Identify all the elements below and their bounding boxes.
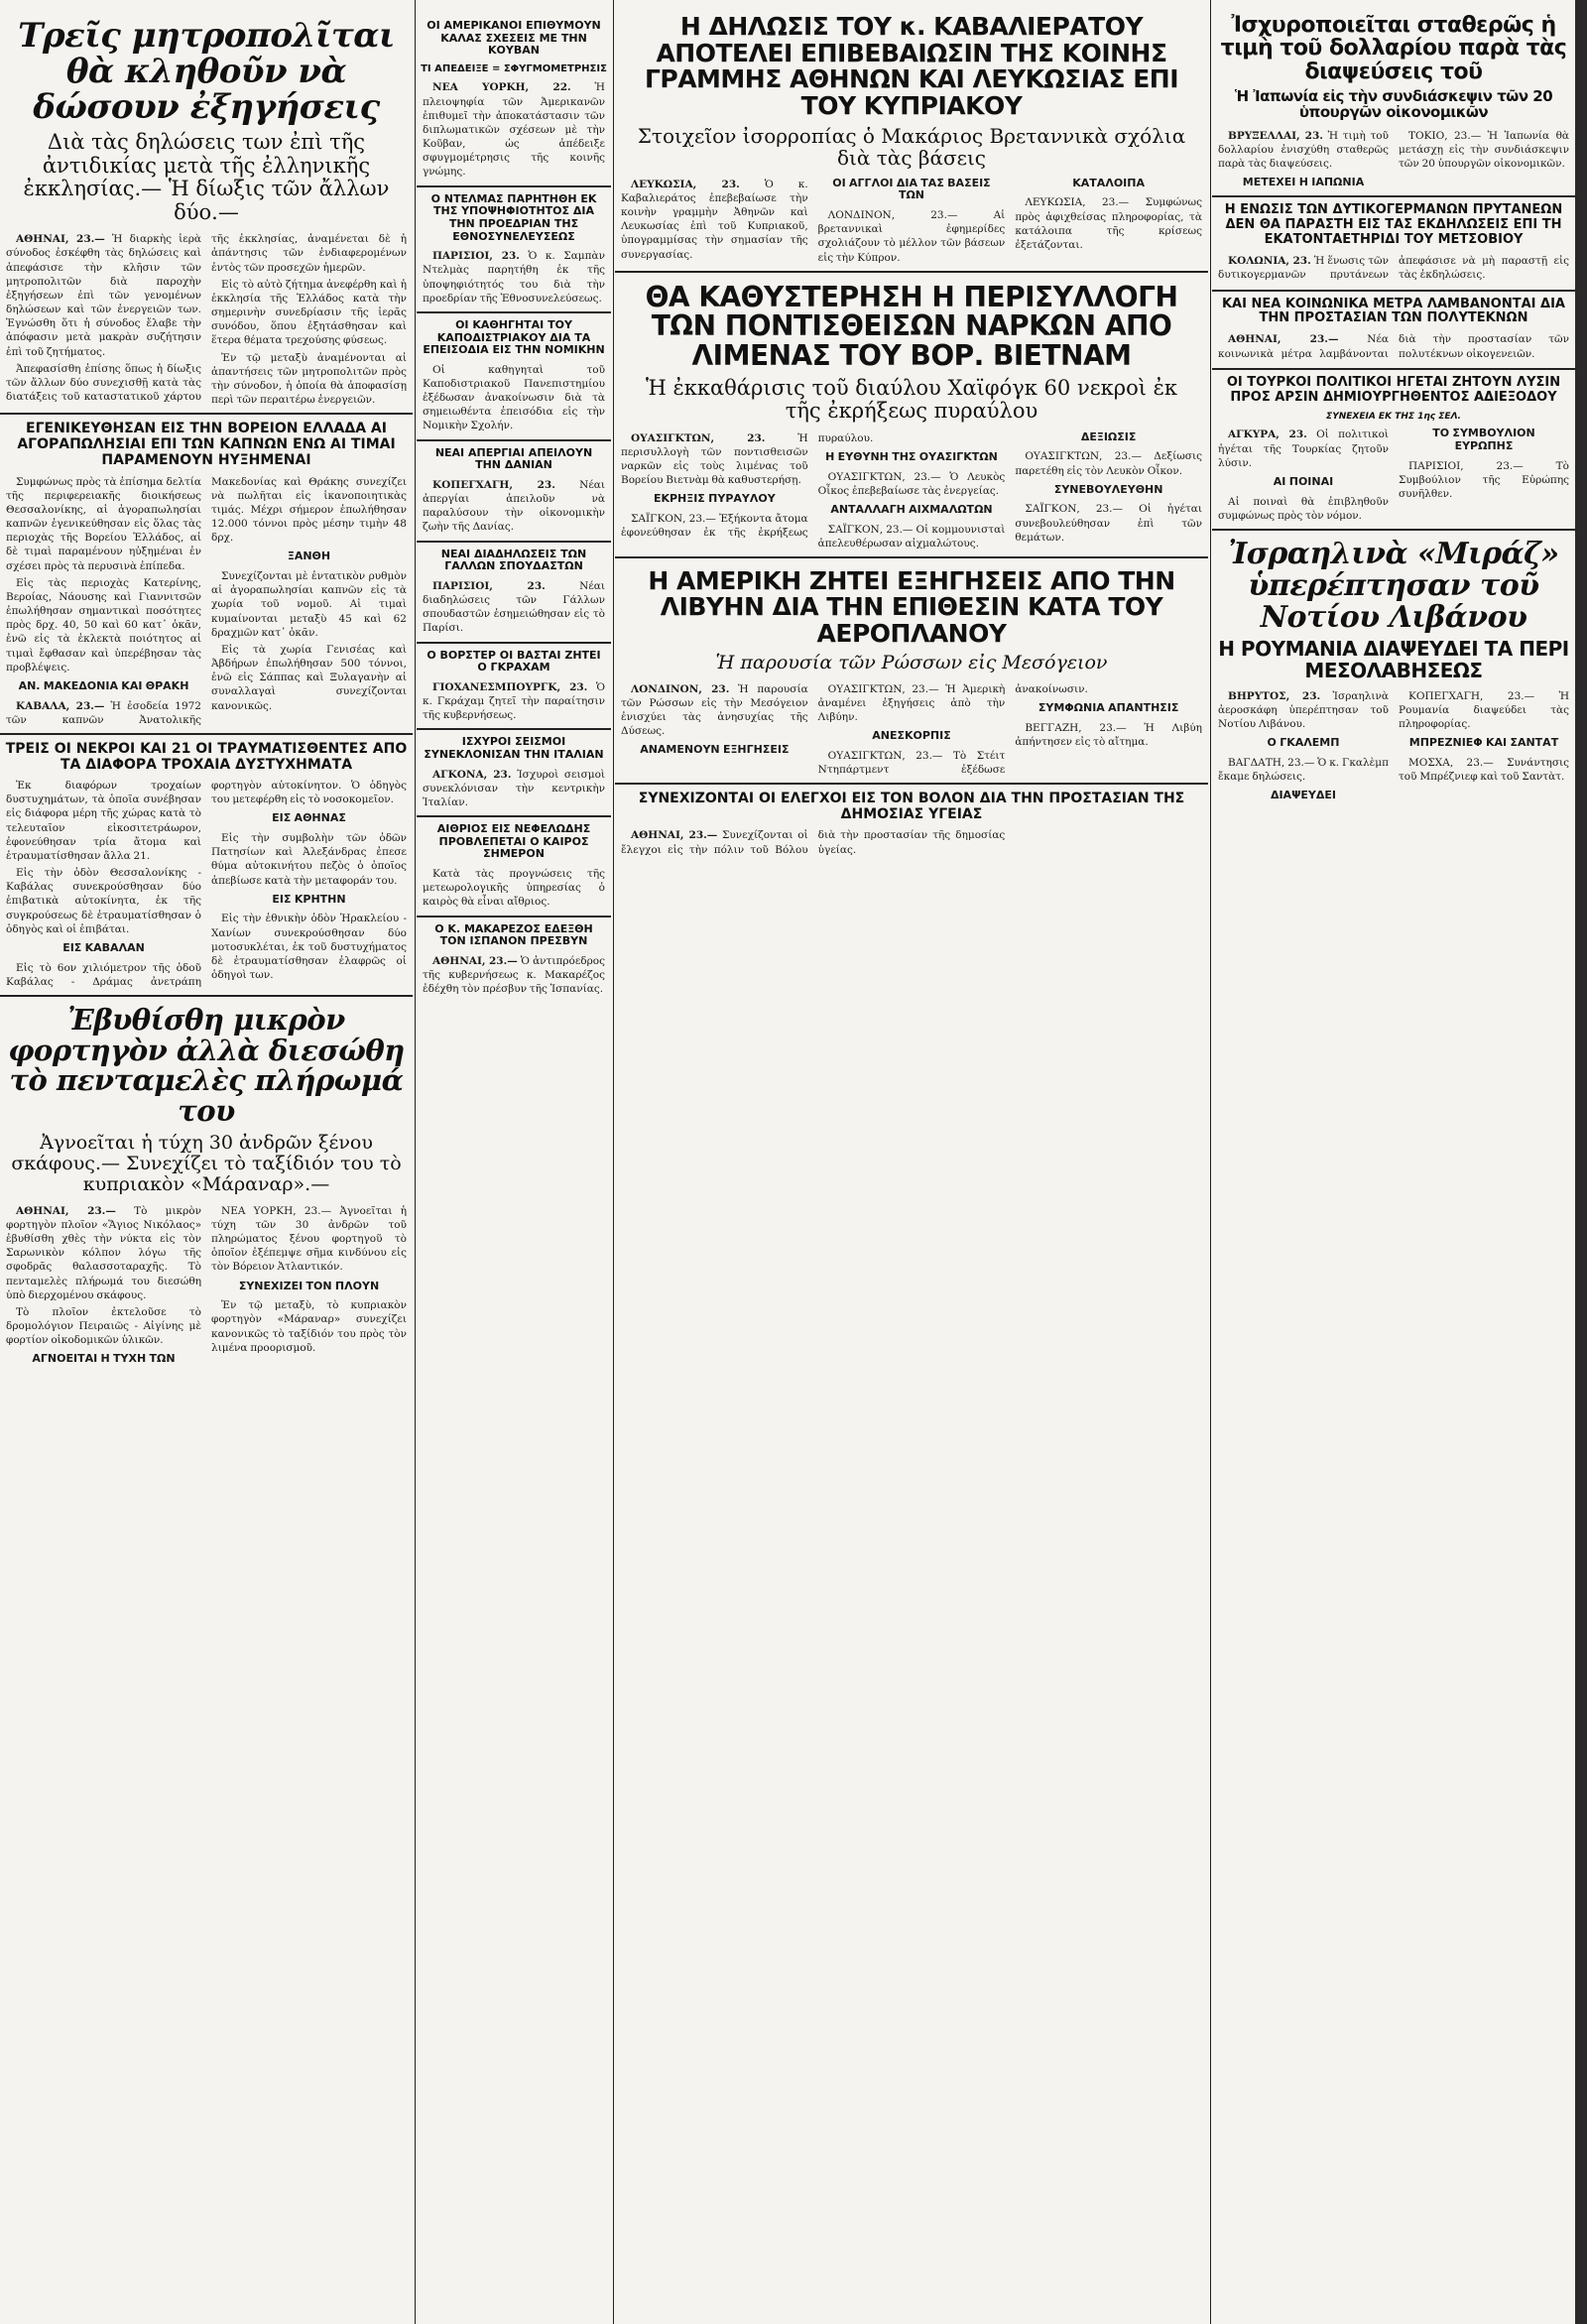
dateline: ΟΥΑΣΙΓΚΤΩΝ, 23. [631,431,766,444]
divider [1212,195,1575,197]
section-subhead: ΑΝ. ΜΑΚΕΔΟΝΙΑ ΚΑΙ ΘΡΑΚΗ [18,678,189,692]
section-subhead: ΜΕΤΕΧΕΙ Η ΙΑΠΩΝΙΑ [1242,176,1365,189]
section-subhead: Η ΕΥΘΥΝΗ ΤΗΣ ΟΥΑΣΙΓΚΤΩΝ [825,449,998,463]
headline: Η ΔΗΛΩΣΙΣ ΤΟΥ κ. ΚΑΒΑΛΙΕΡΑΤΟΥ ΑΠΟΤΕΛΕΙ ΕΠΙΒΕΒΑΙΩΣΙΝ ΤΗΣ ΚΟΙΝΗΣ ΓΡΑΜΜΗΣ ΑΘΗΝΩΝ ΚΑΙ ΛΕΥΚΩΣΙΑΣ ΕΠΙ ΤΟΥ ΚΥΠΡΙΑΚΟΥ [644,12,1179,120]
dateline: ΑΘΗΝΑΙ, 23.— [1228,333,1339,346]
column-rule [613,0,614,2324]
dateline: ΒΗΡΥΤΟΣ, 23. [1228,689,1321,702]
subheadline: Η ΡΟΥΜΑΝΙΑ ΔΙΑΨΕΥΔΕΙ ΤΑ ΠΕΡΙ ΜΕΣΟΛΑΒΗΣΕΩΣ [1218,637,1569,682]
headline: ΙΣΧΥΡΟΙ ΣΕΙΣΜΟΙ ΣΥΝΕΚΛΟΝΙΣΑΝ ΤΗΝ ΙΤΑΛΙΑΝ [424,735,604,762]
article-kavalieratos [615,14,1208,265]
headline: Τρεῖς μητροπολῖται θὰ κληθοῦν νὰ δώσουν ἐξηγήσεις [18,16,395,128]
article-weather [417,823,611,909]
section-subhead: ΔΕΞΙΩΣΙΣ [1080,429,1137,443]
article-body: ΑΘΗΝΑΙ, 23.— Τὸ μικρὸν φορτηγὸν πλοῖον «Ἅγιος Νικόλαος» ἐβυθίσθη χθὲς τὴν νύκτα εἰς τὸν Σαρωνικὸν κόλπον λόγω τῆς σφοδρᾶς θαλασσοταραχῆς. Τὸ πενταμελὲς πλήρωμά του διεσώθη ὑπὸ διερχομένου σκάφους. Τὸ πλοῖον ἐκτελοῦσε τὸ δρομολόγιον Πειραιῶς - Αἰγίνης μὲ φορτίον οἰκοδομικῶν ὑλικῶν. ΑΓΝΟΕΙΤΑΙ Η ΤΥΧΗ ΤΩΝ ΝΕΑ ΥΟΡΚΗ, 23.— Ἀγνοεῖται ἡ τύχη τῶν 30 ἀνδρῶν τοῦ πληρώματος ξένου φορτηγοῦ τὸ ὁποῖον ἐξέπεμψε σῆμα κινδύνου εἰς τὸν Βόρειον Ἀτλαντικόν. ΣΥΝΕΧΙΖΕΙ ΤΟΝ ΠΛΟΥΝ Ἐν τῷ μεταξὺ, τὸ κυπριακὸν φορτηγὸν «Μάραναρ» συνεχίζει κανονικῶς τὸ ταξίδιόν του πρὸς τὸν λιμένα προορισμοῦ. [6,1204,407,1366]
article-ntelmas [417,193,611,306]
headline: ΝΕΑΙ ΔΙΑΔΗΛΩΣΕΙΣ ΤΩΝ ΓΑΛΛΩΝ ΣΠΟΥΔΑΣΤΩΝ [440,547,587,573]
divider [417,916,611,917]
article-body: ΠΑΡΙΣΙΟΙ, 23. Ὁ κ. Σαμπὰν Ντελμὰς παρητήθη ἐκ τῆς ὑποψηφιότητός του διὰ τὴν προεδρίαν τῆς Ἐθνοσυνελεύσεως. [423,250,605,305]
dateline: ΛΟΝΔΙΝΟΝ, 23. [631,682,730,695]
divider [417,185,611,187]
headline: ΟΙ ΑΜΕΡΙΚΑΝΟΙ ΕΠΙΘΥΜΟΥΝ ΚΑΛΑΣ ΣΧΕΣΕΙΣ ΜΕ ΤΗΝ ΚΟΥΒΑΝ [427,19,601,58]
dateline: ΠΑΡΙΣΙΟΙ, 23. [432,250,520,263]
article-mines [615,280,1208,550]
article-body: ΠΑΡΙΣΙΟΙ, 23. Νέαι διαδηλώσεις τῶν Γάλλων σπουδαστῶν ἐσημειώθησαν εἰς τὸ Παρίσι. [423,579,605,635]
article-body: ΛΕΥΚΩΣΙΑ, 23. Ὁ κ. Καβαλιεράτος ἐπεβεβαίωσε τὴν κοινὴν γραμμὴν Ἀθηνῶν καὶ Λευκωσίας ἐπὶ τοῦ Κυπριακοῦ, ὑπογραμμίσας τὴν σημασίαν τῆς συνεργασίας. ΟΙ ΑΓΓΛΟΙ ΔΙΑ ΤΑΣ ΒΑΣΕΙΣ ΤΩΝ ΛΟΝΔΙΝΟΝ, 23.— Αἱ βρεταννικαὶ ἐφημερίδες σχολιάζουν τὸ μέλλον τῶν βάσεων εἰς τὴν Κύπρον. ΚΑΤΑΛΟΙΠΑ ΛΕΥΚΩΣΙΑ, 23.— Συμφώνως πρὸς ἀφιχθείσας πληροφορίας, τὰ κατάλοιπα τῆς κρίσεως ἐξετάζονται. [621,176,1202,264]
article-freighter [0,1002,413,1366]
article-body: ΑΘΗΝΑΙ, 23.— Ἡ διαρκὴς ἱερὰ σύνοδος ἐσκέφθη τὰς δηλώσεις καὶ ἀπεφάσισε τὴν κλῆσιν τῶν μητροπολιτῶν διὰ παροχὴν ἐξηγήσεων ἐπὶ τῶν γενομένων δηλώσεων καὶ τῶν ἐνεργειῶν των. Ἐγνώσθη ὅτι ἡ σύνοδος ἔλαβε τὴν ἀπόφασιν μετὰ μακρὰν συζήτησιν ἐπὶ τοῦ ζητήματος. Ἀπεφασίσθη ἐπίσης ὅπως ἡ δίωξις τῶν ἄλλων δύο συνεχισθῇ κατὰ τὰς διατάξεις τοῦ καταστατικοῦ χάρτου τῆς ἐκκλησίας, ἀναμένεται δὲ ἡ ἀπάντησις τῶν ἐνδιαφερομένων ἐντὸς τῶν προσεχῶν ἡμερῶν. Εἰς τὸ αὐτὸ ζήτημα ἀνεφέρθη καὶ ἡ ἐκκλησία τῆς Ἑλλάδος κατὰ τὴν σημερινὴν συνεδρίασιν τῆς ἱερᾶς συνόδου, ὅπου ἐξητάσθησαν καὶ ἕτερα θέματα τρεχούσης φύσεως. Ἐν τῷ μεταξὺ ἀναμένονται αἱ ἀπαντήσεις τῶν μητροπολιτῶν πρὸς τὴν σύνοδον, ἡ ὁποία θὰ ἀποφασίσῃ περὶ τῶν περαιτέρω ἐνεργειῶν. [6,233,407,407]
dateline: ΚΑΒΑΛΑ, 23.— [16,699,105,712]
divider [417,311,611,313]
section-subhead: ΕΙΣ ΑΘΗΝΑΣ [272,811,346,825]
article-body: ΒΡΥΞΕΛΛΑΙ, 23. Ἡ τιμὴ τοῦ δολλαρίου ἐνισχύθη σταθερῶς παρὰ τὰς διαψεύσεις. ΜΕΤΕΧΕΙ Η ΙΑΠΩΝΙΑ ΤΟΚΙΟ, 23.— Ἡ Ἰαπωνία θὰ μετάσχῃ εἰς τὴν συνδιάσκεψιν τῶν 20 ὑπουργῶν οἰκονομικῶν. [1218,129,1569,189]
section-subhead: ΚΑΤΑΛΟΙΠΑ [1072,176,1145,189]
section-subhead: ΣΥΝΕΧΙΖΕΙ ΤΟΝ ΠΛΟΥΝ [238,1279,380,1292]
article-makarezos [417,923,611,997]
dateline: ΚΟΛΩΝΙΑ, 23. [1228,254,1311,267]
divider [1212,529,1575,531]
dateline: ΑΘΗΝΑΙ, 23.— [16,1204,116,1217]
article-turkey [1212,376,1575,523]
article-body: ΑΓΚΥΡΑ, 23. Οἱ πολιτικοὶ ἡγέται τῆς Τουρκίας ζητοῦν λύσιν. ΑΙ ΠΟΙΝΑΙ Αἱ ποιναὶ θὰ ἐπιβληθοῦν συμφώνως πρὸς τὸν νόμον. ΤΟ ΣΥΜΒΟΥΛΙΟΝ ΕΥΡΩΠΗΣ ΠΑΡΙΣΙΟΙ, 23.— Τὸ Συμβούλιον τῆς Εὐρώπης συνῆλθεν. [1218,427,1569,522]
subheadline: Ἡ παρουσία τῶν Ρώσσων εἰς Μεσόγειον [715,652,1108,674]
section-subhead: ΑΝΑΜΕΝΟΥΝ ΕΞΗΓΗΣΕΙΣ [640,743,790,757]
headline: ΤΡΕΙΣ ΟΙ ΝΕΚΡΟΙ ΚΑΙ 21 ΟΙ ΤΡΑΥΜΑΤΙΣΘΕΝΤΕΣ ΑΠΟ ΤΑ ΔΙΑΦΟΡΑ ΤΡΟΧΑΙΑ ΔΥΣΤΥΧΗΜΑΤΑ [5,740,408,773]
section-subhead: ΑΓΝΟΕΙΤΑΙ Η ΤΥΧΗ ΤΩΝ [32,1352,176,1366]
article-body: ΛΟΝΔΙΝΟΝ, 23. Ἡ παρουσία τῶν Ρώσσων εἰς τὴν Μεσόγειον ἐνισχύει τὰς ἀνησυχίας τῆς Δύσεως. ΑΝΑΜΕΝΟΥΝ ΕΞΗΓΗΣΕΙΣ ΟΥΑΣΙΓΚΤΩΝ, 23.— Ἡ Ἀμερικὴ ἀναμένει ἐξηγήσεις ἀπὸ τὴν Λιβύην. ΑΝΕΣΚΟΡΠΙΣ ΟΥΑΣΙΓΚΤΩΝ, 23.— Τὸ Στέιτ Ντηπάρτμεντ ἐξέδωσε ἀνακοίνωσιν. ΣΥΜΦΩΝΙΑ ΑΠΑΝΤΗΣΙΣ ΒΕΓΓΑΖΗ, 23.— Ἡ Λιβύη ἀπήντησεν εἰς τὸ αἴτημα. [621,682,1202,777]
section-subhead: ΕΚΡΗΞΙΣ ΠΥΡΑΥΛΟΥ [653,492,776,506]
article-volos [615,791,1208,857]
headline: ΚΑΙ ΝΕΑ ΚΟΙΝΩΝΙΚΑ ΜΕΤΡΑ ΛΑΜΒΑΝΟΝΤΑΙ ΔΙΑ ΤΗΝ ΠΡΟΣΤΑΣΙΑΝ ΤΩΝ ΠΟΛΥΤΕΚΝΩΝ [1221,296,1565,326]
section-subhead: ΑΝΕΣΚΟΡΠΙΣ [872,729,951,743]
divider [1212,290,1575,292]
page-edge-shadow [1575,0,1587,2324]
section-subhead: ΣΥΜΦΩΝΙΑ ΑΠΑΝΤΗΣΙΣ [1038,700,1179,714]
dateline: ΝΕΑ ΥΟΡΚΗ, 22. [432,81,571,94]
article-body: ΚΟΠΕΓΧΑΓΗ, 23. Νέαι ἀπεργίαι ἀπειλοῦν νὰ παραλύσουν τὴν οἰκονομικὴν ζωὴν τῆς Δανίας. [423,478,605,534]
section-subhead: ΕΙΣ ΚΑΒΑΛΑΝ [62,940,145,954]
divider [417,642,611,644]
headline: ΟΙ ΚΑΘΗΓΗΤΑΙ ΤΟΥ ΚΑΠΟΔΙΣΤΡΙΑΚΟΥ ΔΙΑ ΤΑ ΕΠΕΙΣΟΔΙΑ ΕΙΣ ΤΗΝ ΝΟΜΙΚΗΝ [423,317,605,357]
article-body: ΓΙΟΧΑΝΕΣΜΠΟΥΡΓΚ, 23. Ὁ κ. Γκράχαμ ζητεῖ τὴν παραίτησιν τῆς κυβερνήσεως. [423,680,605,722]
section-subhead: Ο ΓΚΑΛΕΜΠ [1267,736,1340,750]
article-strikes [417,447,611,535]
dateline: ΓΙΟΧΑΝΕΣΜΠΟΥΡΓΚ, 23. [432,680,588,693]
headline: ΑΙΘΡΙΟΣ ΕΙΣ ΝΕΦΕΛΩΔΗΣ ΠΡΟΒΛΕΠΕΤΑΙ Ο ΚΑΙΡΟΣ ΣΗΜΕΡΟΝ [436,822,591,861]
headline: ΘΑ ΚΑΘΥΣΤΕΡΗΣΗ Η ΠΕΡΙΣΥΛΛΟΓΗ ΤΩΝ ΠΟΝΤΙΣΘΕΙΣΩΝ ΝΑΡΚΩΝ ΑΠΟ ΛΙΜΕΝΑΣ ΤΟΥ ΒΟΡ. ΒΙΕΤΝΑΜ [645,280,1178,373]
divider [615,271,1208,273]
section-subhead: ΑΝΤΑΛΛΑΓΗ ΑΙΧΜΑΛΩΤΩΝ [830,502,993,516]
headline: ΣΥΝΕΧΙΖΟΝΤΑΙ ΟΙ ΕΛΕΓΧΟΙ ΕΙΣ ΤΟΝ ΒΟΛΟΝ ΔΙΑ ΤΗΝ ΠΡΟΣΤΑΣΙΑΝ ΤΗΣ ΔΗΜΟΣΙΑΣ ΥΓΕΙΑΣ [638,791,1185,823]
dateline: ΠΑΡΙΣΙΟΙ, 23. [432,579,546,592]
article-body: ΑΘΗΝΑΙ, 23.— Ὁ ἀντιπρόεδρος τῆς κυβερνήσεως κ. Μακαρέζος ἐδέχθη τὸν πρέσβυν τῆς Ἱσπανίας. [423,954,605,996]
section-subhead: ΕΙΣ ΚΡΗΤΗΝ [272,892,346,906]
subheadline: Ἡ ἐκκαθάρισις τοῦ διαύλου Χαϊφόγκ 60 νεκροὶ ἐκ τῆς ἐκρήξεως πυραύλου [645,375,1178,424]
headline: Ο Κ. ΜΑΚΑΡΕΖΟΣ ΕΔΕΞΘΗ ΤΟΝ ΙΣΠΑΝΟΝ ΠΡΕΣΒΥΝ [434,921,593,948]
section-subhead: ΔΙΑΨΕΥΔΕΙ [1270,789,1337,802]
headline: Ἰσραηλινὰ «Μιράζ» ὑπερέπτησαν τοῦ Νοτίου Λιβάνου [1228,536,1559,635]
article-body: Οἱ καθηγηταὶ τοῦ Καποδιστριακοῦ Πανεπιστημίου ἐξέδωσαν ἀνακοίνωσιν διὰ τὰ σημειωθέντα ἐπεισόδια εἰς τὴν Νομικὴν Σχολήν. [423,363,605,432]
article-body: ΝΕΑ ΥΟΡΚΗ, 22. Ἡ πλειοψηφία τῶν Ἀμερικανῶν ἐπιθυμεῖ τὴν ἀποκατάστασιν τῶν διπλωματικῶν σχέσεων μὲ τὴν Κοῦβαν, ὡς ἀπέδειξε σφυγμομέτρησις τῆς κοινῆς γνώμης. [423,81,605,179]
section-subhead: ΣΥΝΕΒΟΥΛΕΥΘΗΝ [1053,482,1163,496]
article-cuba [417,20,611,180]
article-students [417,549,611,636]
dateline: ΑΓΚΟΝΑ, 23. [432,768,512,781]
article-body: ΚΟΛΩΝΙΑ, 23. Ἡ ἕνωσις τῶν δυτικογερμανῶν πρυτάνεων ἀπεφάσισε νὰ μὴ παραστῇ εἰς τὰς ἐκδηλώσεις. [1218,254,1569,281]
headline: ΝΕΑΙ ΑΠΕΡΓΙΑΙ ΑΠΕΙΛΟΥΝ ΤΗΝ ΔΑΝΙΑΝ [434,445,593,472]
column-rule [415,0,416,2324]
divider [417,728,611,730]
divider [417,815,611,817]
column-right [1212,0,1575,2324]
column-rule [1210,0,1211,2324]
article-libya [615,565,1208,777]
section-subhead: ΞΑΝΘΗ [287,550,331,563]
column-left [0,0,413,2324]
section-subhead: ΤΟ ΣΥΜΒΟΥΛΙΟΝ ΕΥΡΩΠΗΣ [1432,427,1535,453]
subheadline: Στοιχεῖον ἰσορροπίας ὁ Μακάριος Βρεταννικὰ σχόλια διὰ τὰς βάσεις [637,124,1186,171]
dateline: ΑΓΚΥΡΑ, 23. [1228,428,1307,441]
headline: Η ΕΝΩΣΙΣ ΤΩΝ ΔΥΤΙΚΟΓΕΡΜΑΝΩΝ ΠΡΥΤΑΝΕΩΝ ΔΕΝ ΘΑ ΠΑΡΑΣΤΗ ΕΙΣ ΤΑΣ ΕΚΔΗΛΩΣΕΙΣ ΕΠΙ ΤΗ ΕΚΑΤΟΝΤΑΕΤΗΡΙΔΙ ΤΟΥ ΜΕΤΣΟΒΙΟΥ [1224,201,1563,247]
article-large-families [1212,298,1575,363]
divider [0,995,413,997]
headline: ΕΓΕΝΙΚΕΥΘΗΣΑΝ ΕΙΣ ΤΗΝ ΒΟΡΕΙΟΝ ΕΛΛΑΔΑ ΑΙ ΑΓΟΡΑΠΩΛΗΣΙΑΙ ΕΠΙ ΤΩΝ ΚΑΠΝΩΝ ΕΝΩ ΑΙ ΤΙΜΑΙ ΠΑΡΑΜΕΝΟΥΝ ΗΥΞΗΜΕΝΑΙ [17,421,396,469]
divider [615,783,1208,785]
article-body: ΑΓΚΟΝΑ, 23. Ἰσχυροὶ σεισμοὶ συνεκλόνισαν τὴν κεντρικὴν Ἰταλίαν. [423,768,606,809]
headline: ΟΙ ΤΟΥΡΚΟΙ ΠΟΛΙΤΙΚΟΙ ΗΓΕΤΑΙ ΖΗΤΟΥΝ ΛΥΣΙΝ ΠΡΟΣ ΑΡΣΙΝ ΔΗΜΙΟΥΡΓΗΘΕΝΤΟΣ ΑΔΙΕΞΟΔΟΥ [1226,375,1561,406]
headline: Ἐβυθίσθη μικρὸν φορτηγὸν ἀλλὰ διεσώθη τὸ πενταμελὲς πλήρωμά του [8,1002,405,1129]
subheadline: ΣΥΝΕΧΕΙΑ ΕΚ ΤΗΣ 1ης ΣΕΛ. [1326,412,1461,423]
column-center [615,0,1208,2324]
article-body: ΒΗΡΥΤΟΣ, 23. Ἰσραηλινὰ ἀεροσκάφη ὑπερέπτησαν τοῦ Νοτίου Λιβάνου. Ο ΓΚΑΛΕΜΠ ΒΑΓΔΑΤΗ, 23.— Ὁ κ. Γκαλὲμπ ἔκαμε δηλώσεις. ΔΙΑΨΕΥΔΕΙ ΚΟΠΕΓΧΑΓΗ, 23.— Ἡ Ρουμανία διαψεύδει τὰς πληροφορίας. ΜΠΡΕΖΝΙΕΦ ΚΑΙ ΣΑΝΤΑΤ ΜΟΣΧΑ, 23.— Συνάντησις τοῦ Μπρέζνιεφ καὶ τοῦ Σαντὰτ. [1218,689,1569,802]
article-mirage [1212,536,1575,802]
article-italy-quakes [417,736,611,809]
dateline: ΑΘΗΝΑΙ, 23.— [631,829,718,842]
article-body: Ἐκ διαφόρων τροχαίων δυστυχημάτων, τὰ ὁποῖα συνέβησαν εἰς διάφορα μέρη τῆς χώρας κατὰ τὸ τελευταῖον εἰκοσιτετράωρον, ἐφονεύθησαν τρία ἄτομα καὶ ἐτραυματίσθησαν ἄλλα 21. Εἰς τὴν ὁδὸν Θεσσαλονίκης - Καβάλας συνεκρούσθησαν δύο ἐπιβατικὰ αὐτοκίνητα, ἐκ τῆς συγκρούσεως δὲ ἐτραυματίσθησαν ὁ ὁδηγὸς καὶ οἱ ἐπιβάται. ΕΙΣ ΚΑΒΑΛΑΝ Εἰς τὸ 6ον χιλιόμετρον τῆς ὁδοῦ Καβάλας - Δράμας ἀνετράπη φορτηγὸν αὐτοκίνητον. Ὁ ὁδηγὸς του μετεφέρθη εἰς τὸ νοσοκομεῖον. ΕΙΣ ΑΘΗΝΑΣ Εἰς τὴν συμβολὴν τῶν ὁδῶν Πατησίων καὶ Ἀλεξάνδρας ἐπεσε θύμα αὐτοκινήτου πεζὸς ὁ ὁποῖος ἀπεβίωσε κατὰ τὴν μεταφοράν του. ΕΙΣ ΚΡΗΤΗΝ Εἰς τὴν ἐθνικὴν ὁδὸν Ἡρακλείου - Χανίων συνεκρούσθησαν δύο μοτοσυκλέται, ἐκ τοῦ δυστυχήματος δὲ ἐτραυματίσθησαν ἐλαφρῶς οἱ ὁδηγοὶ των. [6,780,407,988]
article-capodistrian [417,319,611,433]
divider [417,439,611,441]
section-subhead: ΑΙ ΠΟΙΝΑΙ [1273,474,1334,488]
divider [0,413,413,415]
article-body: ΟΥΑΣΙΓΚΤΩΝ, 23. Ἡ περισυλλογὴ τῶν ποντισθεισῶν ναρκῶν εἰς τοὺς λιμένας τοῦ Βορείου Βιετνὰμ θὰ καθυστερήσῃ. ΕΚΡΗΞΙΣ ΠΥΡΑΥΛΟΥ ΣΑΪΓΚΟΝ, 23.— Ἐξήκοντα ἄτομα ἐφονεύθησαν ἐκ τῆς ἐκρήξεως πυραύλου. Η ΕΥΘΥΝΗ ΤΗΣ ΟΥΑΣΙΓΚΤΩΝ ΟΥΑΣΙΓΚΤΩΝ, 23.— Ὁ Λευκὸς Οἶκος ἐπεβεβαίωσε τὰς ἐνεργείας. ΑΝΤΑΛΛΑΓΗ ΑΙΧΜΑΛΩΤΩΝ ΣΑΪΓΚΟΝ, 23.— Οἱ κομμουνισταὶ ἀπελευθέρωσαν αἰχμαλώτους. ΔΕΞΙΩΣΙΣ ΟΥΑΣΙΓΚΤΩΝ, 23.— Δεξίωσις παρετέθη εἰς τὸν Λευκὸν Οἶκον. ΣΥΝΕΒΟΥΛΕΥΘΗΝ ΣΑΪΓΚΟΝ, 23.— Οἱ ἡγέται συνεβουλεύθησαν ἐπὶ τῶν θεμάτων. [621,429,1202,550]
divider [1212,368,1575,370]
article-rectors [1212,203,1575,284]
dateline: ΚΟΠΕΓΧΑΓΗ, 23. [432,478,555,491]
article-body: ΑΘΗΝΑΙ, 23.— Νέα κοινωνικὰ μέτρα λαμβάνονται διὰ τὴν προστασίαν τῶν πολυτέκνων οἰκογενειῶν. [1218,333,1569,360]
subheadline: Ἀγνοεῖται ἡ τύχη 30 ἀνδρῶν ξένου σκάφους.— Συνεχίζει τὸ ταξίδιόν του τὸ κυπριακὸν «Μάραναρ».— [11,1131,402,1196]
subheadline: ΤΙ ΑΠΕΔΕΙΞΕ = ΣΦΥΓΜΟΜΕΤΡΗΣΙΣ [421,62,607,74]
article-vorster [417,650,611,723]
subheadline: Διὰ τὰς δηλώσεις των ἐπὶ τῆς ἀντιδικίας μετὰ τῆς ἐλληνικῆς ἐκκλησίας.— Ἡ δίωξις τῶν ἄλλων δύο.— [23,130,390,224]
headline: Ο ΝΤΕΛΜΑΣ ΠΑΡΗΤΗΘΗ ΕΚ ΤΗΣ ΥΠΟΨΗΦΙΟΤΗΤΟΣ ΔΙΑ ΤΗΝ ΠΡΟΕΔΡΙΑΝ ΤΗΣ ΕΘΝΟΣΥΝΕΛΕΥΣΕΩΣ [430,191,597,243]
article-accidents [0,741,413,989]
headline: Ο ΒΟΡΣΤΕΡ ΟΙ ΒΑΣΤΑΙ ΖΗΤΕΙ Ο ΓΚΡΑΧΑΜ [427,648,601,674]
dateline: ΑΘΗΝΑΙ, 23.— [16,233,105,246]
article-body: Κατὰ τὰς προγνώσεις τῆς μετεωρολογικῆς ὑπηρεσίας ὁ καιρὸς θὰ εἶναι αἴθριος. [423,868,605,909]
divider [615,556,1208,558]
column-narrow [417,0,611,2324]
article-tobacco [0,421,413,727]
dateline: ΑΘΗΝΑΙ, 23.— [432,954,518,967]
dateline: ΒΡΥΞΕΛΛΑΙ, 23. [1228,129,1323,142]
article-body: Συμφώνως πρὸς τὰ ἐπίσημα δελτία τῆς περιφερειακῆς διοικήσεως Θεσσαλονίκης, αἱ ἀγοραπωλησίαι καπνῶν ἐγενικεύθησαν εἰς ὅλας τὰς περιοχὰς τῆς Βορείου Ἑλλάδος, αἱ δὲ τιμαὶ παραμένουν ηὐξημέναι ἐν σχέσει πρὸς τὰ περυσινὰ ἐπίπεδα. Εἰς τὰς περιοχὰς Κατερίνης, Βεροίας, Νάουσης καὶ Γιαννιτσῶν ἐπωλήθησαν σημαντικαὶ ποσότητες πρὸς δρχ. 40, 50 καὶ 60 κατ᾽ ὀκᾶν, ἐνῶ εἰς τὰ ἐκλεκτὰ ποιότητος αἱ τιμαὶ ἔφθασαν καὶ ὑπερέβησαν τὰς προβλέψεις. ΑΝ. ΜΑΚΕΔΟΝΙΑ ΚΑΙ ΘΡΑΚΗ ΚΑΒΑΛΑ, 23.— Ἡ ἐσοδεία 1972 τῶν καπνῶν Ἀνατολικῆς Μακεδονίας καὶ Θράκης συνεχίζει νὰ πωλῆται εἰς ἱκανοποιητικὰς τιμάς. Μέχρι σήμερον ἐπωλήθησαν 12.000 τόννοι πρὸς μέσην τιμὴν 48 δρχ. ΞΑΝΘΗ Συνεχίζονται μὲ ἐντατικὸν ρυθμὸν αἱ ἀγοραπωλησίαι καπνῶν εἰς τὰ χωρία τοῦ νομοῦ. Αἱ τιμαὶ κυμαίνονται μεταξὺ 45 καὶ 62 δραχμῶν κατ᾽ ὀκᾶν. Εἰς τὰ χωρία Γενισέας καὶ Ἀβδήρων ἐπωλήθησαν 500 τόννοι, ἐνῶ εἰς Σάππας καὶ Ξυλαγανὴν αἱ συναλλαγαὶ συνεχίζονται κανονικῶς. [6,475,407,726]
article-metropolitans [0,18,413,407]
article-dollar [1212,14,1575,189]
headline: Η ΑΜΕΡΙΚΗ ΖΗΤΕΙ ΕΞΗΓΗΣΕΙΣ ΑΠΟ ΤΗΝ ΛΙΒΥΗΝ ΔΙΑ ΤΗΝ ΕΠΙΘΕΣΙΝ ΚΑΤΑ ΤΟΥ ΑΕΡΟΠΛΑΝΟΥ [648,565,1175,648]
divider [417,541,611,543]
section-subhead: ΟΙ ΑΓΓΛΟΙ ΔΙΑ ΤΑΣ ΒΑΣΕΙΣ ΤΩΝ [832,176,991,202]
section-subhead: ΜΠΡΕΖΝΙΕΦ ΚΑΙ ΣΑΝΤΑΤ [1408,736,1559,750]
dateline: ΛΕΥΚΩΣΙΑ, 23. [631,178,740,190]
headline: Ἰσχυροποιεῖται σταθερῶς ἡ τιμὴ τοῦ δολλαρίου παρὰ τὰς διαψεύσεις τοῦ [1220,13,1567,84]
article-body: ΑΘΗΝΑΙ, 23.— Συνεχίζονται οἱ ἔλεγχοι εἰς τὴν πόλιν τοῦ Βόλου διὰ τὴν προστασίαν τῆς δημοσίας ὑγείας. [621,829,1006,856]
subheadline: Ἡ Ἰαπωνία εἰς τὴν συνδιάσκεψιν τῶν 20 ὑπουργῶν οἰκονομικῶν [1234,86,1553,121]
divider [0,733,413,735]
